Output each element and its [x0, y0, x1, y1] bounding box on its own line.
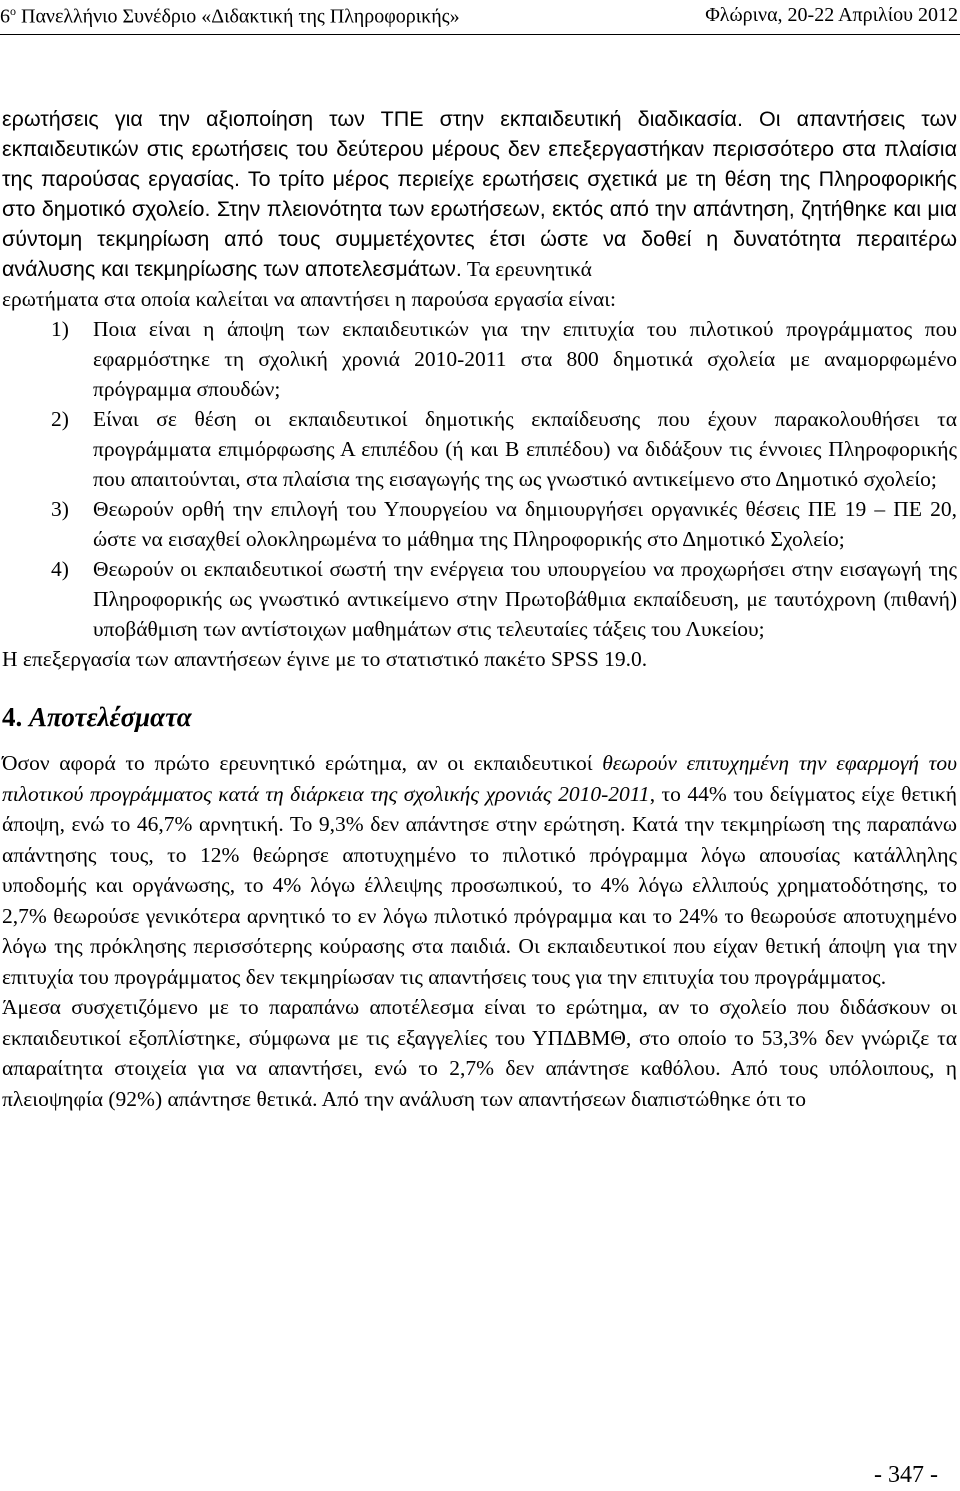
- results-paragraph-1: Όσον αφορά το πρώτο ερευνητικό ερώτημα, αν οι εκπαιδευτικοί θεωρούν επιτυχημένη την εφαρμογή του πιλοτικού προγράμματος κατά τη διάρκεια της σχολικής χρονιάς 2010-2011, το 44% του δείγματος είχε θετική άποψη, ενώ το 46,7% αρνητική. Το 9,3% δεν απάντησε στην ερώτηση. Κατά την τεκμηρίωση της παραπάνω απάντησης τους, το 12% θεώρησε αποτυχημένο το πιλοτικό πρόγραμμα λόγω απουσίας κατάλληλης υποδομής και οργάνωσης, το 4% λόγω έλλειψης προσωπικού, το 4% λόγω ελλιπούς χρηματοδότησης, το 2,7% θεωρούσε γενικότερα αρνητικό το εν λόγω πιλοτικό πρόγραμμα και το 24% το θεωρούσε αποτυχημένο λόγω της πρόκλησης περισσότερης κούρασης στα παιδιά. Οι εκπαιδευτικοί που είχαν θετική άποψη για την επιτυχία του προγράμματος δεν τεκμηρίωσαν τις απαντήσεις τους για την επιτυχία του προγράμματος.: [2, 751, 958, 989]
- results-paragraph-2: Άμεσα συσχετιζόμενο με το παραπάνω αποτέλεσμα είναι το ερώτημα, αν το σχολείο που διδάσκουν οι εκπαιδευτικοί εξοπλίστηκε, σύμφωνα με τις εξαγγελίες του ΥΠΔΒΜΘ, στο οποίο το 53,3% δεν γνώριζε τα απαραίτητα στοιχεία για να απαντήσει, ενώ το 2,7% δεν απάντησε καθόλου. Από τους υπόλοιπους, η πλειοψηφία (92%) απάντησε θετικά. Από την ανάλυση των απαντήσεων διαπιστώθηκε ότι το: [2, 995, 957, 1111]
- methodology-paragraph: ερωτήσεις για την αξιοποίηση των ΤΠΕ στην εκπαιδευτική διαδικασία. Οι απαντήσεις των εκπαιδευτικών στις ερωτήσεις του δεύτερου μέρους δεν επεξεργαστήκαν περισσότερο στα πλαίσια της παρούσας εργασίας. Το τρίτο μέρος περιείχε ερωτήσεις σχετικά με τη θέση της Πληροφορικής στο δημοτικό σχολείο. Στην πλειονότητα των ερωτήσεων, εκτός από την απάντηση, ζητήθηκε και μια σύντομη τεκμηρίωση από τους συμμετέχοντες έτσι ώστε να δοθεί η δυνατότητα περαιτέρω ανάλυσης και τεκμηρίωσης των αποτελεσμάτων. Τα ερευνητικά: [2, 107, 957, 281]
- spss-note: Η επεξεργασία των απαντήσεων έγινε με το στατιστικό πακέτο SPSS 19.0.: [2, 647, 648, 671]
- main-content: [2, 104, 957, 1114]
- research-questions-intro: ερωτήματα στα οποία καλείται να απαντήσει η παρούσα εργασία είναι:: [2, 287, 617, 311]
- research-questions-list: [2, 314, 957, 644]
- section-heading: 4. Αποτελέσματα: [2, 702, 192, 732]
- list-item: 1) Ποια είναι η άποψη των εκπαιδευτικών για την επιτυχία του πιλοτικού προγράμματος που εφαρμόστηκε τη σχολική χρονιά 2010-2011 στα 800 δημοτικά σχολεία με αναμορφωμένο πρόγραμμα σπουδών;: [51, 317, 957, 401]
- list-item: 4) Θεωρούν οι εκπαιδευτικοί σωστή την ενέργεια του υπουργείου να προχωρήσει στην εισαγωγή της Πληροφορικής ως γνωστικό αντικείμενο στην Πρωτοβάθμια εκπαίδευση, με ταυτόχρονη (πιθανή) υποβάθμιση των αντίστοιχων μαθημάτων στις τελευταίες τάξεις του Λυκείου;: [51, 557, 957, 641]
- conference-title: $6^o$ Πανελλήνιο Συνέδριο «Διδακτική της Πληροφορικής»: [0, 4, 460, 28]
- list-item: 3) Θεωρούν ορθή την επιλογή του Υπουργείου να δημιουργήσει οργανικές θέσεις ΠΕ 19 – ΠΕ 20, ώστε να εισαχθεί ολοκληρωμένα το μάθημα της Πληροφορικής στο Δημοτικό Σχολείο;: [51, 497, 957, 551]
- page-header: [0, 0, 960, 35]
- page-number: - 347 -: [874, 1462, 938, 1488]
- conference-location-date: Φλώρινα, 20-22 Απριλίου 2012: [705, 4, 958, 26]
- list-item: 2) Είναι σε θέση οι εκπαιδευτικοί δημοτικής εκπαίδευσης που έχουν παρακολουθήσει τα προγράμματα επιμόρφωσης Α επιπέδου (ή και Β επιπέδου) να διδάξουν τις έννοιες Πληροφορικής που απαιτούνται, στα πλαίσια της εισαγωγής της ως γνωστικό αντικείμενο στο Δημοτικό σχολείο;: [51, 407, 957, 491]
